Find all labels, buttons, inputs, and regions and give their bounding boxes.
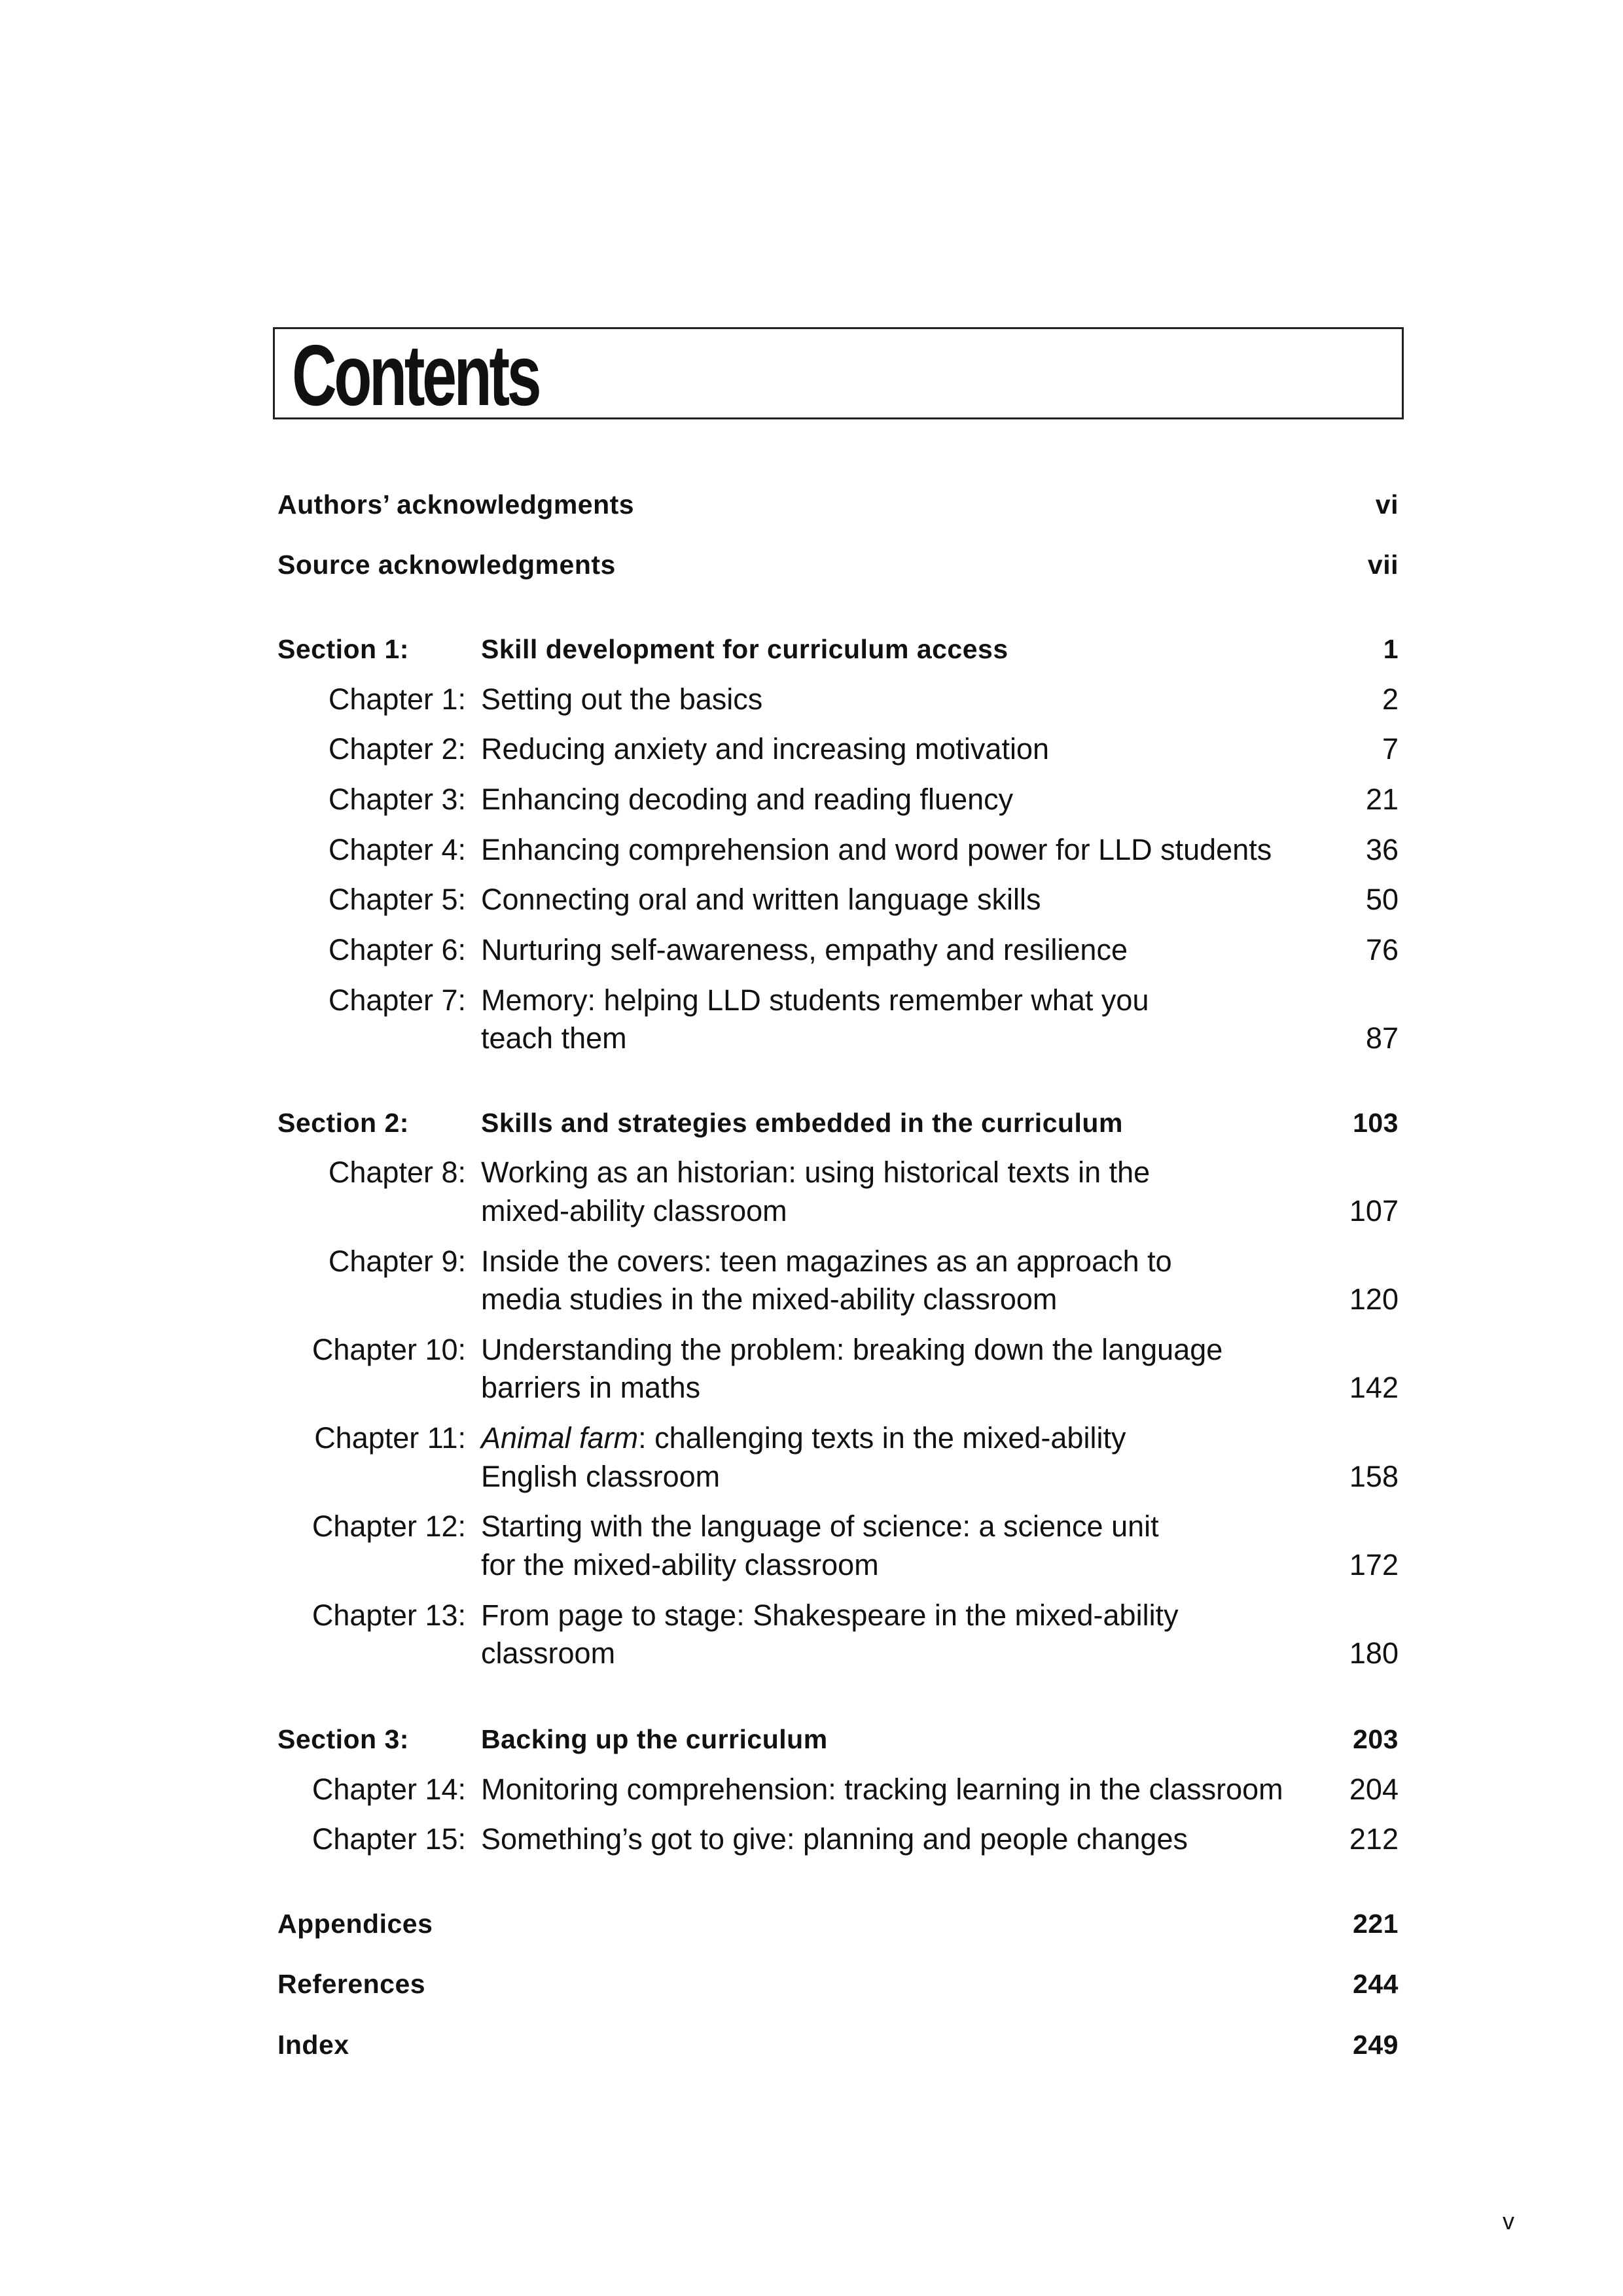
page-number: 249 <box>1353 2029 1399 2060</box>
page-number: 120 <box>1349 1282 1399 1316</box>
page-number: vi <box>1375 489 1399 520</box>
chapter-title-text: Setting out the basics <box>481 682 763 716</box>
chapter-title-text: Inside the covers: teen magazines as an approach to <box>481 1244 1172 1278</box>
page-number: 172 <box>1349 1548 1399 1581</box>
chapter-title-text: barriers in maths <box>481 1371 701 1405</box>
chapter-label: Chapter 6: <box>328 932 466 966</box>
chapter-title-italic: Animal farm <box>481 1421 639 1455</box>
toc-chapter-entry[interactable] <box>0 1772 1623 1807</box>
toc-chapter-entry[interactable] <box>0 1155 1623 1227</box>
contents-title-box <box>273 327 1404 423</box>
toc-section-entry[interactable] <box>0 631 1623 667</box>
chapter-title-line <box>481 983 1149 1018</box>
chapter-label: Chapter 10: <box>312 1332 466 1366</box>
chapter-title-line <box>481 1244 1172 1279</box>
chapter-title-line <box>481 1509 1159 1544</box>
chapter-title-text: Working as an historian: using historical texts in the <box>481 1156 1150 1190</box>
chapter-label: Chapter 13: <box>312 1598 466 1632</box>
chapter-title-text: for the mixed-ability classroom <box>481 1548 879 1581</box>
chapter-title-line <box>481 1155 1150 1190</box>
chapter-label: Chapter 5: <box>328 883 466 917</box>
page-number: 107 <box>1349 1193 1399 1227</box>
chapter-title-line <box>481 782 1013 817</box>
chapter-label: Chapter 4: <box>328 832 466 866</box>
chapter-label: Chapter 3: <box>328 782 466 816</box>
page-number: 21 <box>1365 782 1399 816</box>
toc-chapter-entry[interactable] <box>0 1509 1623 1581</box>
chapter-label: Chapter 8: <box>328 1156 466 1190</box>
page-title: Contents <box>292 327 539 423</box>
toc-entry[interactable] <box>0 1966 1623 2002</box>
chapter-title-line <box>481 1459 720 1494</box>
toc-entry[interactable] <box>0 2027 1623 2062</box>
entry-title: Appendices <box>277 1908 433 1939</box>
page-number: 204 <box>1349 1772 1399 1806</box>
chapter-title-text: Reducing anxiety and increasing motivation <box>481 732 1050 766</box>
toc-section-entry[interactable] <box>0 1105 1623 1140</box>
chapter-title-line <box>481 832 1272 868</box>
chapter-title-text: : challenging texts in the mixed-ability <box>638 1421 1126 1455</box>
chapter-title-text: Something’s got to give: planning and people changes <box>481 1822 1188 1856</box>
chapter-title-line <box>481 1370 700 1405</box>
entry-title: Index <box>277 2029 349 2060</box>
chapter-title-text: mixed-ability classroom <box>481 1193 787 1227</box>
entry-title: Authors’ acknowledgments <box>277 489 635 520</box>
chapter-title-text: Memory: helping LLD students remember what you <box>481 983 1149 1017</box>
chapter-label: Chapter 12: <box>312 1510 466 1544</box>
page-number: 244 <box>1353 1969 1399 2000</box>
chapter-label: Chapter 1: <box>328 682 466 716</box>
page-number: 87 <box>1365 1021 1399 1055</box>
page-number: 158 <box>1349 1459 1399 1493</box>
chapter-title-line <box>481 1636 615 1671</box>
page-number: 221 <box>1353 1908 1399 1939</box>
chapter-label: Chapter 11: <box>314 1421 466 1455</box>
toc-entry[interactable] <box>0 1906 1623 1941</box>
page-number: 103 <box>1353 1107 1399 1138</box>
chapter-title-text: Enhancing decoding and reading fluency <box>481 782 1014 816</box>
toc-chapter-entry[interactable] <box>0 1598 1623 1670</box>
chapter-title-line <box>481 1282 1057 1317</box>
chapter-title-line <box>481 1332 1222 1368</box>
chapter-title-text: Starting with the language of science: a science unit <box>481 1510 1159 1544</box>
page-number: 180 <box>1349 1636 1399 1670</box>
chapter-label: Chapter 15: <box>312 1822 466 1856</box>
page-number-folio: v <box>1503 2208 1514 2234</box>
section-label: Section 1: <box>277 633 409 664</box>
toc-chapter-entry[interactable] <box>0 732 1623 767</box>
chapter-title-line <box>481 1598 1179 1633</box>
chapter-title-line <box>481 1772 1283 1807</box>
toc-chapter-entry[interactable] <box>0 1332 1623 1405</box>
toc-chapter-entry[interactable] <box>0 832 1623 868</box>
page-number: 212 <box>1349 1822 1399 1856</box>
page-number: 76 <box>1365 932 1399 966</box>
chapter-title-line <box>481 1421 1126 1456</box>
toc-section-entry[interactable] <box>0 1722 1623 1757</box>
chapter-title-text: media studies in the mixed-ability classroom <box>481 1282 1058 1316</box>
chapter-label: Chapter 7: <box>328 983 466 1017</box>
section-label: Section 2: <box>277 1107 409 1138</box>
chapter-title-line <box>481 1021 627 1056</box>
toc-entry[interactable] <box>0 487 1623 522</box>
chapter-title-line <box>481 1193 787 1229</box>
chapter-label: Chapter 14: <box>312 1772 466 1806</box>
page-number: 50 <box>1365 883 1399 917</box>
entry-title: Source acknowledgments <box>277 550 616 580</box>
chapter-title-text: Enhancing comprehension and word power for LLD students <box>481 832 1272 866</box>
chapter-title-line <box>481 882 1041 917</box>
page-number: 2 <box>1382 682 1399 716</box>
chapter-title-line <box>481 1547 879 1583</box>
toc-chapter-entry[interactable] <box>0 682 1623 717</box>
toc-chapter-entry[interactable] <box>0 983 1623 1055</box>
chapter-label: Chapter 9: <box>328 1244 466 1278</box>
page-number: 1 <box>1383 633 1399 664</box>
section-title: Skills and strategies embedded in the curriculum <box>481 1107 1123 1138</box>
chapter-title-text: teach them <box>481 1021 627 1055</box>
page-number: vii <box>1367 550 1399 580</box>
chapter-title-line <box>481 682 762 717</box>
chapter-title-line <box>481 932 1128 968</box>
page-number: 203 <box>1353 1724 1399 1755</box>
page-number: 36 <box>1365 832 1399 866</box>
chapter-label: Chapter 2: <box>328 732 466 766</box>
toc-entry[interactable] <box>0 547 1623 582</box>
chapter-title-line <box>481 1822 1188 1857</box>
page-number: 7 <box>1382 732 1399 766</box>
chapter-title-text: Connecting oral and written language skills <box>481 883 1041 917</box>
toc-chapter-entry[interactable] <box>0 1421 1623 1493</box>
section-title: Skill development for curriculum access <box>481 633 1008 664</box>
section-title: Backing up the curriculum <box>481 1724 828 1755</box>
toc-chapter-entry[interactable] <box>0 932 1623 968</box>
chapter-title-line <box>481 732 1049 767</box>
section-label: Section 3: <box>277 1724 409 1755</box>
chapter-title-text: classroom <box>481 1636 616 1670</box>
toc-chapter-entry[interactable] <box>0 1244 1623 1316</box>
chapter-title-text: From page to stage: Shakespeare in the mixed-ability <box>481 1598 1179 1632</box>
chapter-title-text: Understanding the problem: breaking down the language <box>481 1332 1223 1366</box>
chapter-title-text: Monitoring comprehension: tracking learning in the classroom <box>481 1772 1283 1806</box>
chapter-title-text: English classroom <box>481 1459 721 1493</box>
toc-chapter-entry[interactable] <box>0 1822 1623 1857</box>
entry-title: References <box>277 1969 426 2000</box>
toc-chapter-entry[interactable] <box>0 782 1623 817</box>
toc-chapter-entry[interactable] <box>0 882 1623 917</box>
chapter-title-text: Nurturing self-awareness, empathy and resilience <box>481 932 1128 966</box>
page-number: 142 <box>1349 1371 1399 1405</box>
